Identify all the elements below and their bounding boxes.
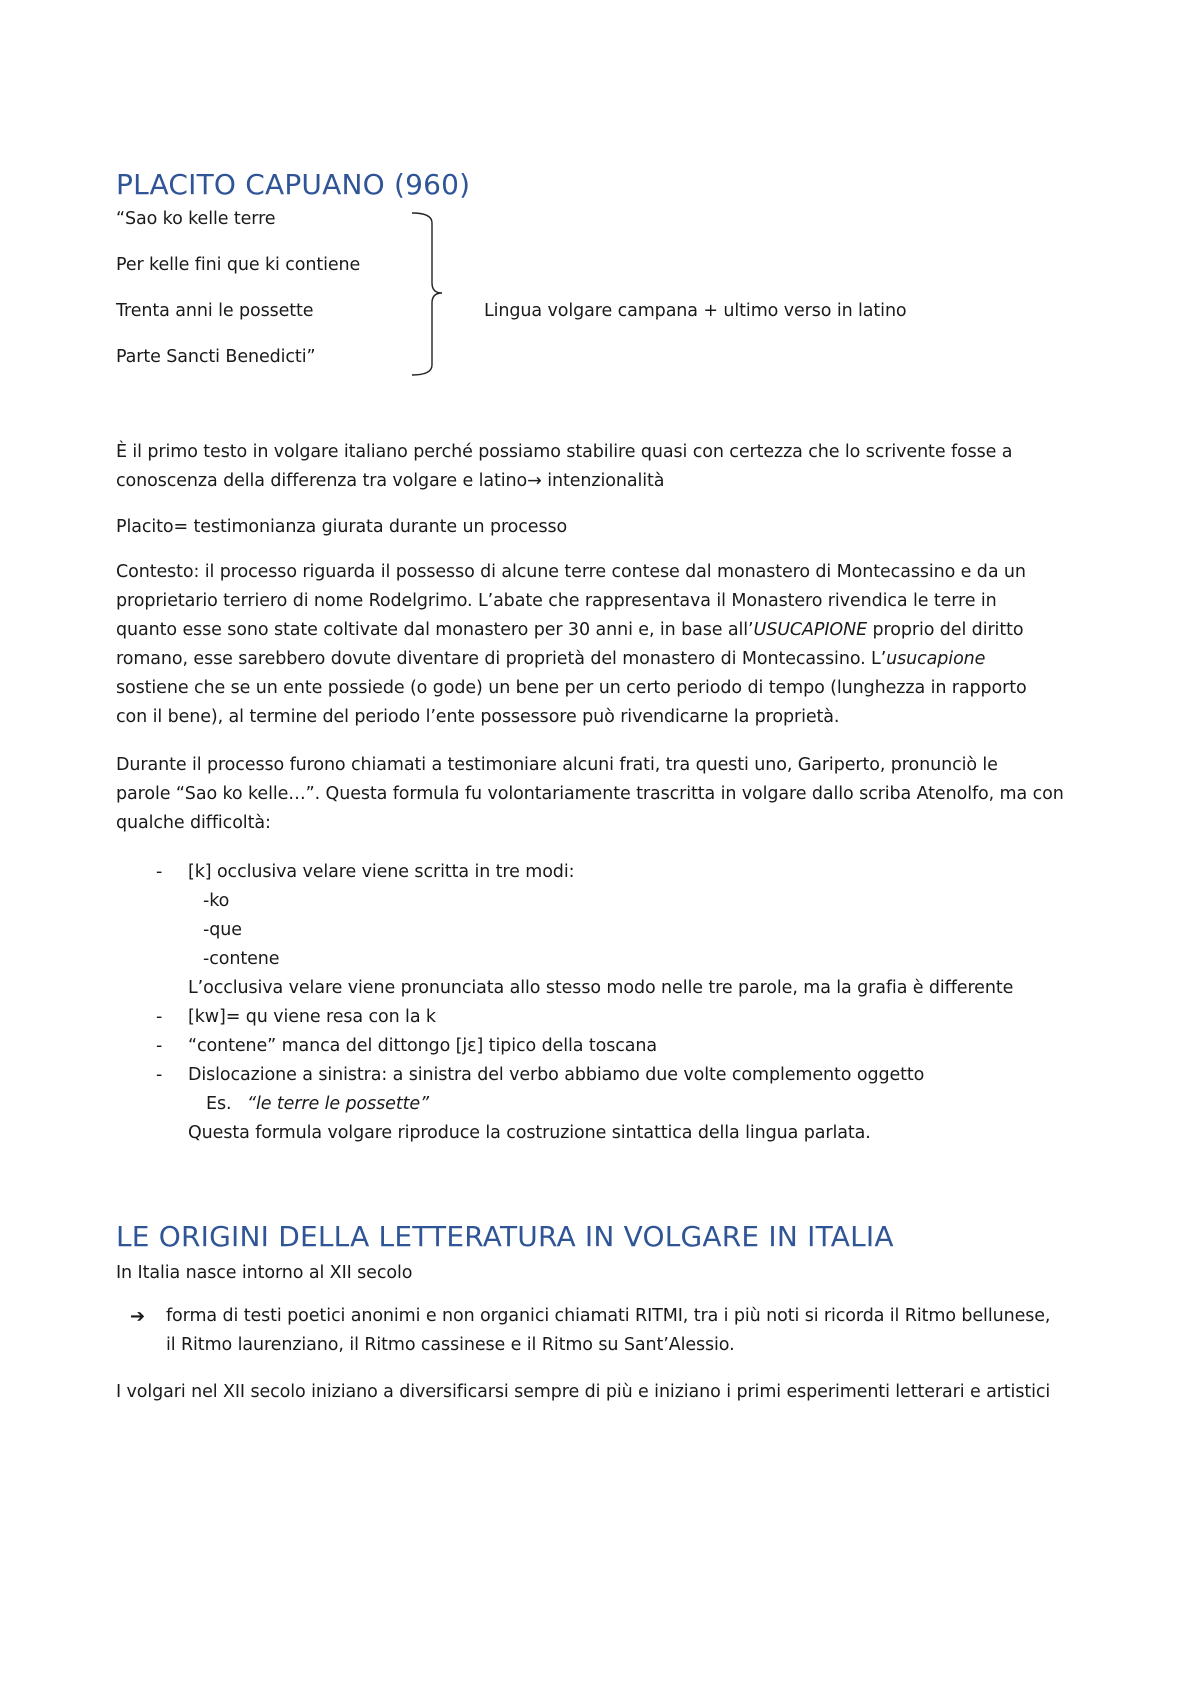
- verse-2: Per kelle fini que ki contiene: [116, 255, 361, 275]
- paragraph-line: [116, 467, 1106, 496]
- paragraph-intro: [116, 438, 1106, 496]
- section-title-origini: LE ORIGINI DELLA LETTERATURA IN VOLGARE IN ITALIA: [116, 1220, 894, 1253]
- paragraph-line: [116, 616, 1106, 645]
- italic-term: usucapione: [886, 649, 986, 669]
- list-dash: -: [156, 862, 163, 882]
- verse-4: Parte Sancti Benedicti”: [116, 347, 316, 367]
- arrow-bullet-icon: ➔: [130, 1306, 146, 1327]
- paragraph-line: con il bene), al termine del periodo l’ente possessore può rivendicarne la proprietà.: [116, 707, 840, 727]
- section-intro: In Italia nasce intorno al XII secolo: [116, 1263, 413, 1283]
- brace-note: Lingua volgare campana + ultimo verso in latino: [484, 301, 907, 321]
- list-dash: -: [156, 1065, 163, 1085]
- list-item: “contene” manca del dittongo [jɛ] tipico della toscana: [188, 1036, 657, 1056]
- section-title-placito: PLACITO CAPUANO (960): [116, 168, 471, 201]
- arrow-list-item: [166, 1302, 1116, 1360]
- example-text: “le terre le possette”: [247, 1094, 429, 1114]
- arrow-right-icon: →: [527, 471, 542, 491]
- paragraph-line: forma di testi poetici anonimi e non organici chiamati RITMI, tra i più noti si ricorda il Ritmo bellunese,: [166, 1306, 1051, 1326]
- paragraph-line: [116, 645, 1106, 674]
- paragraph-durante: [116, 751, 1106, 838]
- paragraph-line: il Ritmo laurenziano, il Ritmo cassinese e il Ritmo su Sant’Alessio.: [166, 1335, 735, 1355]
- paragraph-line: Durante il processo furono chiamati a testimoniare alcuni frati, tra questi uno, Gariperto, pronunciò le: [116, 755, 998, 775]
- list-dash: -: [156, 1036, 163, 1056]
- paragraph-line: qualche difficoltà:: [116, 813, 271, 833]
- list-item-note: Questa formula volgare riproduce la costruzione sintattica della lingua parlata.: [188, 1123, 871, 1143]
- paragraph-line: Contesto: il processo riguarda il possesso di alcune terre contese dal monastero di Montecassino e da un: [116, 562, 1026, 582]
- paragraph-contesto: [116, 558, 1106, 732]
- list-item: [k] occlusiva velare viene scritta in tre modi:: [188, 862, 575, 882]
- list-dash: -: [156, 1007, 163, 1027]
- paragraph-line: proprietario terriero di nome Rodelgrimo. L’abate che rappresentava il Monastero rivendica le terre in: [116, 591, 997, 611]
- italic-term: USUCAPIONE: [753, 620, 868, 640]
- paragraph-line: sostiene che se un ente possiede (o gode) un bene per un certo periodo di tempo (lunghezza in rapporto: [116, 678, 1027, 698]
- placito-definition: Placito= testimonianza giurata durante un processo: [116, 517, 568, 537]
- paragraph-text: conoscenza della differenza tra volgare e latino: [116, 471, 528, 491]
- sub-list-item: -ko: [203, 891, 230, 911]
- paragraph-line: È il primo testo in volgare italiano perché possiamo stabilire quasi con certezza che lo scrivente fosse a: [116, 442, 1013, 462]
- list-item: [kw]= qu viene resa con la k: [188, 1007, 436, 1027]
- example-label: Es.: [206, 1094, 232, 1114]
- paragraph-text: proprio del diritto: [867, 620, 1024, 640]
- paragraph-text: quanto esse sono state coltivate dal monastero per 30 anni e, in base all’: [116, 620, 754, 640]
- list-item-note: L’occlusiva velare viene pronunciata allo stesso modo nelle tre parole, ma la grafia è differente: [188, 978, 1014, 998]
- sub-list-item: -que: [203, 920, 242, 940]
- paragraph-line: parole “Sao ko kelle…”. Questa formula fu volontariamente trascritta in volgare dallo scriba Atenolfo, ma con: [116, 784, 1064, 804]
- closing-paragraph: I volgari nel XII secolo iniziano a diversificarsi sempre di più e iniziano i primi esperimenti letterari e artistici: [116, 1382, 1051, 1402]
- paragraph-text: intenzionalità: [541, 471, 665, 491]
- verse-1: “Sao ko kelle terre: [116, 209, 276, 229]
- list-item: Dislocazione a sinistra: a sinistra del verbo abbiamo due volte complemento oggetto: [188, 1065, 925, 1085]
- verse-3: Trenta anni le possette: [116, 301, 314, 321]
- paragraph-text: romano, esse sarebbero dovute diventare di proprietà del monastero di Montecassino. L’: [116, 649, 887, 669]
- sub-list-item: -contene: [203, 949, 280, 969]
